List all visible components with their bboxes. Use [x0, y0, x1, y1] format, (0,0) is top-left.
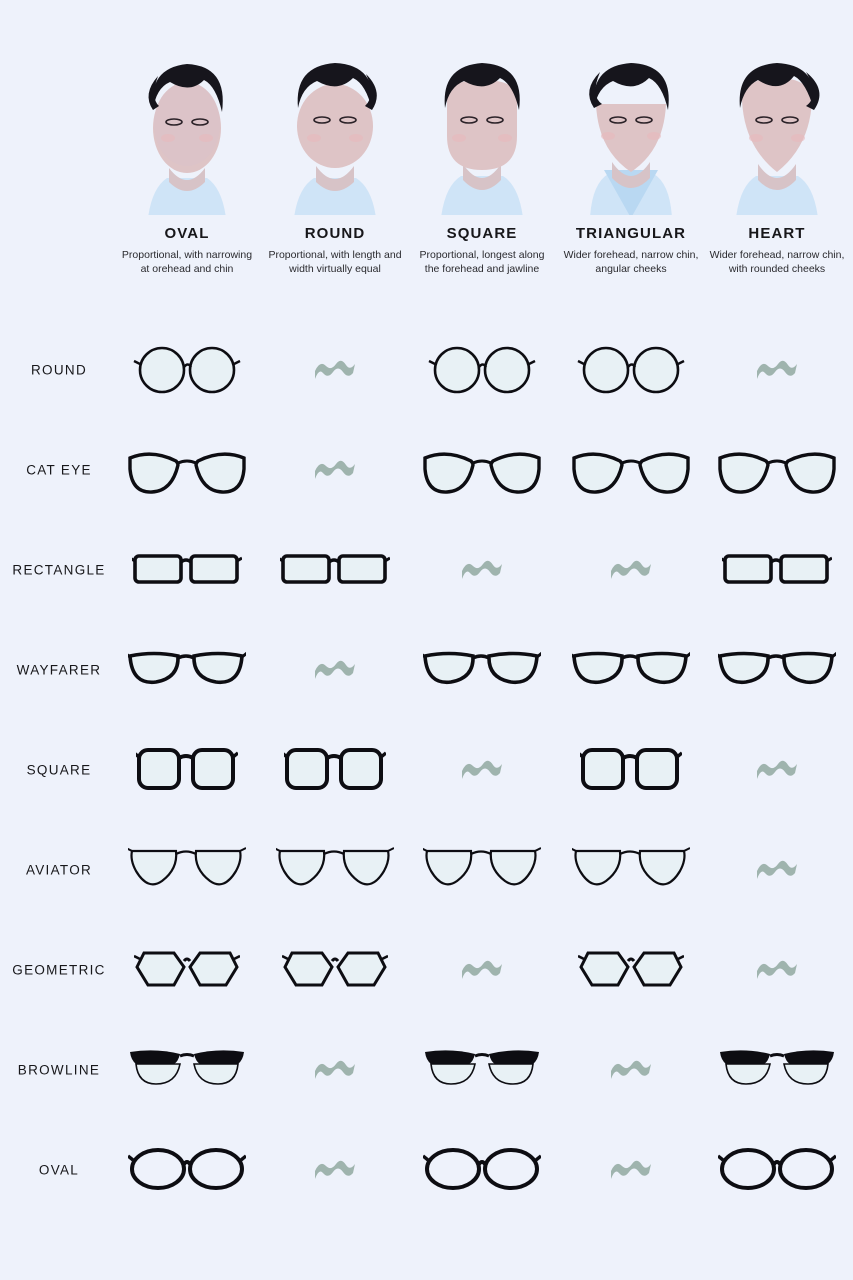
oval-glasses-icon — [423, 1147, 541, 1193]
cell-oval-triangular — [556, 1120, 706, 1220]
geometric-glasses-icon — [282, 947, 388, 993]
not-recommended-icon — [754, 355, 800, 385]
cell-rectangle-round — [260, 520, 410, 620]
cell-cat-eye-square — [407, 420, 557, 520]
matrix-row — [0, 820, 853, 920]
cell-wayfarer-oval — [112, 620, 262, 720]
cell-browline-oval — [112, 1020, 262, 1120]
cateye-glasses-icon — [571, 442, 691, 498]
face-desc-oval: Proportional, with narrowing at orehead and chin — [121, 249, 253, 276]
face-desc-square: Proportional, longest along the forehead and jawline — [419, 249, 545, 276]
aviator-glasses-icon — [276, 845, 394, 895]
rectangle-glasses-icon — [132, 548, 242, 592]
cell-rectangle-heart — [702, 520, 852, 620]
browline-glasses-icon — [128, 1048, 246, 1092]
not-recommended-icon — [459, 955, 505, 985]
rectangle-glasses-icon — [722, 548, 832, 592]
browline-glasses-icon — [718, 1048, 836, 1092]
cell-square-round — [260, 720, 410, 820]
cell-browline-square — [407, 1020, 557, 1120]
cell-cat-eye-triangular — [556, 420, 706, 520]
wayfarer-glasses-icon — [128, 647, 246, 693]
wayfarer-glasses-icon — [572, 647, 690, 693]
matrix-row — [0, 1120, 853, 1220]
round-glasses-icon — [428, 340, 536, 400]
browline-glasses-icon — [423, 1048, 541, 1092]
not-recommended-icon — [754, 755, 800, 785]
cell-rectangle-square — [407, 520, 557, 620]
cell-round-triangular — [556, 320, 706, 420]
face-column-triangular — [556, 50, 706, 276]
wayfarer-glasses-icon — [718, 647, 836, 693]
cell-wayfarer-square — [407, 620, 557, 720]
oval-glasses-icon — [718, 1147, 836, 1193]
cateye-glasses-icon — [717, 442, 837, 498]
not-recommended-icon — [754, 955, 800, 985]
not-recommended-icon — [459, 555, 505, 585]
cell-cat-eye-round — [260, 420, 410, 520]
cell-aviator-oval — [112, 820, 262, 920]
row-label-aviator: AVIATOR — [25, 862, 93, 878]
face-illustration-oval — [112, 50, 262, 215]
matrix-row — [0, 720, 853, 820]
cell-geometric-heart — [702, 920, 852, 1020]
cell-wayfarer-round — [260, 620, 410, 720]
cell-aviator-square — [407, 820, 557, 920]
cell-wayfarer-triangular — [556, 620, 706, 720]
face-desc-round: Proportional, with length and width virtually equal — [268, 249, 402, 276]
aviator-glasses-icon — [572, 845, 690, 895]
row-label-browline: BROWLINE — [17, 1062, 101, 1078]
cell-cat-eye-heart — [702, 420, 852, 520]
row-label-geometric: GEOMETRIC — [12, 962, 106, 978]
row-label-round: ROUND — [31, 362, 87, 378]
cell-square-triangular — [556, 720, 706, 820]
face-illustration-round — [260, 50, 410, 215]
face-illustration-heart — [702, 50, 852, 215]
face-column-round — [260, 50, 410, 276]
cell-browline-heart — [702, 1020, 852, 1120]
face-name-triangular: TRIANGULAR — [575, 225, 687, 242]
cell-oval-heart — [702, 1120, 852, 1220]
cell-rectangle-triangular — [556, 520, 706, 620]
aviator-glasses-icon — [128, 845, 246, 895]
cell-geometric-round — [260, 920, 410, 1020]
square-glasses-icon — [580, 746, 682, 794]
cell-browline-triangular — [556, 1020, 706, 1120]
cell-browline-round — [260, 1020, 410, 1120]
not-recommended-icon — [608, 555, 654, 585]
face-name-heart: HEART — [748, 225, 806, 242]
aviator-glasses-icon — [423, 845, 541, 895]
matrix-row — [0, 420, 853, 520]
matrix-row — [0, 520, 853, 620]
cell-wayfarer-heart — [702, 620, 852, 720]
not-recommended-icon — [312, 355, 358, 385]
cell-square-heart — [702, 720, 852, 820]
cell-geometric-square — [407, 920, 557, 1020]
face-illustration-square — [407, 50, 557, 215]
face-column-square — [407, 50, 557, 276]
square-glasses-icon — [136, 746, 238, 794]
frame-face-matrix — [0, 320, 853, 1280]
not-recommended-icon — [754, 855, 800, 885]
cateye-glasses-icon — [422, 442, 542, 498]
cell-aviator-round — [260, 820, 410, 920]
round-glasses-icon — [577, 340, 685, 400]
cell-round-round — [260, 320, 410, 420]
row-label-rectangle: RECTANGLE — [12, 562, 106, 578]
row-label-square: SQUARE — [26, 762, 92, 778]
face-column-heart — [702, 50, 852, 276]
not-recommended-icon — [312, 655, 358, 685]
cell-aviator-heart — [702, 820, 852, 920]
face-name-square: SQUARE — [446, 225, 518, 242]
face-name-oval: OVAL — [164, 225, 210, 242]
not-recommended-icon — [312, 455, 358, 485]
not-recommended-icon — [312, 1155, 358, 1185]
matrix-row — [0, 920, 853, 1020]
face-column-oval — [112, 50, 262, 276]
cell-cat-eye-oval — [112, 420, 262, 520]
face-shapes-header — [0, 0, 853, 320]
rectangle-glasses-icon — [280, 548, 390, 592]
cell-round-oval — [112, 320, 262, 420]
cell-oval-square — [407, 1120, 557, 1220]
cell-square-square — [407, 720, 557, 820]
square-glasses-icon — [284, 746, 386, 794]
face-desc-triangular: Wider forehead, narrow chin, angular cheeks — [563, 249, 699, 276]
oval-glasses-icon — [128, 1147, 246, 1193]
matrix-row — [0, 1020, 853, 1120]
row-label-cat-eye: CAT EYE — [26, 462, 92, 478]
cell-rectangle-oval — [112, 520, 262, 620]
cell-oval-round — [260, 1120, 410, 1220]
not-recommended-icon — [608, 1155, 654, 1185]
cell-round-heart — [702, 320, 852, 420]
face-name-round: ROUND — [304, 225, 366, 242]
cell-geometric-triangular — [556, 920, 706, 1020]
cell-geometric-oval — [112, 920, 262, 1020]
matrix-row — [0, 620, 853, 720]
cell-oval-oval — [112, 1120, 262, 1220]
row-label-wayfarer: WAYFARER — [16, 662, 102, 678]
geometric-glasses-icon — [578, 947, 684, 993]
not-recommended-icon — [459, 755, 505, 785]
face-desc-heart: Wider forehead, narrow chin, with rounded cheeks — [709, 249, 845, 276]
face-illustration-triangular — [556, 50, 706, 215]
not-recommended-icon — [312, 1055, 358, 1085]
wayfarer-glasses-icon — [423, 647, 541, 693]
round-glasses-icon — [133, 340, 241, 400]
cateye-glasses-icon — [127, 442, 247, 498]
cell-aviator-triangular — [556, 820, 706, 920]
not-recommended-icon — [608, 1055, 654, 1085]
matrix-row — [0, 320, 853, 420]
row-label-oval: OVAL — [38, 1162, 80, 1178]
geometric-glasses-icon — [134, 947, 240, 993]
cell-square-oval — [112, 720, 262, 820]
cell-round-square — [407, 320, 557, 420]
